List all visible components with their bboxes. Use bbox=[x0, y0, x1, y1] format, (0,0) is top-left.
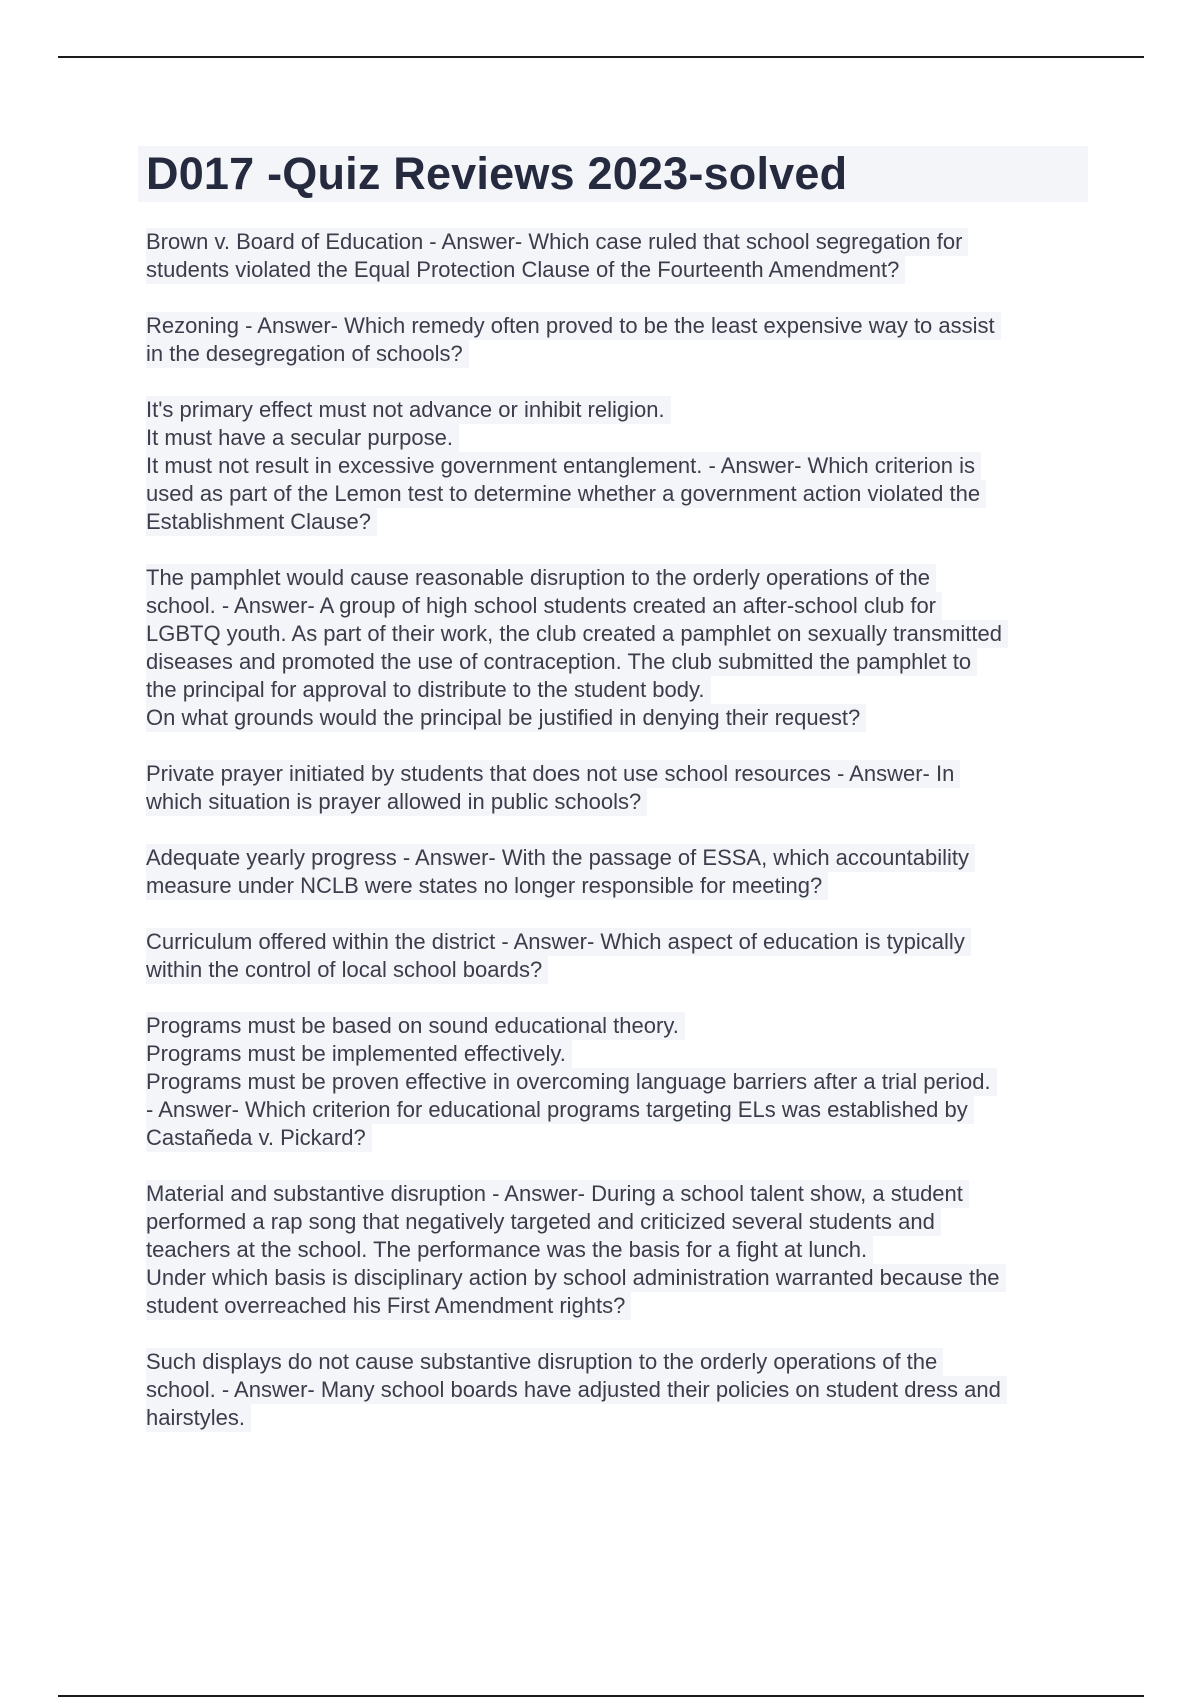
qa-text-line: Programs must be implemented effectively. bbox=[146, 1040, 572, 1068]
qa-entry bbox=[146, 564, 1096, 732]
qa-line-row bbox=[146, 480, 1096, 508]
qa-text-line: the principal for approval to distribute to the student body. bbox=[146, 676, 711, 704]
qa-text-line: On what grounds would the principal be justified in denying their request? bbox=[146, 704, 866, 732]
qa-text-line: measure under NCLB were states no longer responsible for meeting? bbox=[146, 872, 828, 900]
header-rule bbox=[58, 56, 1144, 58]
qa-text-line: Programs must be proven effective in overcoming language barriers after a trial period. bbox=[146, 1068, 997, 1096]
qa-text-line: diseases and promoted the use of contraception. The club submitted the pamphlet to bbox=[146, 648, 977, 676]
qa-entry bbox=[146, 928, 1096, 984]
qa-line-row bbox=[146, 340, 1096, 368]
qa-line-row bbox=[146, 704, 1096, 732]
qa-line-row bbox=[146, 256, 1096, 284]
qa-text-line: school. - Answer- A group of high school students created an after-school club for bbox=[146, 592, 942, 620]
qa-text-line: Material and substantive disruption - Answer- During a school talent show, a student bbox=[146, 1180, 969, 1208]
qa-text-line: Curriculum offered within the district - Answer- Which aspect of education is typically bbox=[146, 928, 971, 956]
qa-line-row bbox=[146, 1096, 1096, 1124]
qa-text-line: students violated the Equal Protection Clause of the Fourteenth Amendment? bbox=[146, 256, 905, 284]
qa-line-row bbox=[146, 1124, 1096, 1152]
qa-line-row bbox=[146, 424, 1096, 452]
qa-line-row bbox=[146, 1012, 1096, 1040]
qa-text-line: Private prayer initiated by students that does not use school resources - Answer- In bbox=[146, 760, 960, 788]
qa-line-row bbox=[146, 872, 1096, 900]
qa-line-row bbox=[146, 620, 1096, 648]
qa-line-row bbox=[146, 592, 1096, 620]
footer-rule bbox=[58, 1695, 1144, 1697]
qa-text-line: Programs must be based on sound educational theory. bbox=[146, 1012, 685, 1040]
qa-text-line: within the control of local school boards? bbox=[146, 956, 548, 984]
qa-text-line: student overreached his First Amendment rights? bbox=[146, 1292, 631, 1320]
qa-line-row bbox=[146, 1236, 1096, 1264]
qa-text-line: hairstyles. bbox=[146, 1404, 251, 1432]
quiz-content bbox=[146, 228, 1096, 1460]
qa-line-row bbox=[146, 788, 1096, 816]
qa-text-line: teachers at the school. The performance was the basis for a fight at lunch. bbox=[146, 1236, 873, 1264]
qa-entry bbox=[146, 312, 1096, 368]
qa-line-row bbox=[146, 1040, 1096, 1068]
qa-line-row bbox=[146, 1264, 1096, 1292]
qa-text-line: Rezoning - Answer- Which remedy often proved to be the least expensive way to assist bbox=[146, 312, 1001, 340]
qa-line-row bbox=[146, 312, 1096, 340]
qa-entry bbox=[146, 1180, 1096, 1320]
qa-line-row bbox=[146, 956, 1096, 984]
qa-line-row bbox=[146, 1208, 1096, 1236]
qa-line-row bbox=[146, 1292, 1096, 1320]
qa-line-row bbox=[146, 396, 1096, 424]
qa-line-row bbox=[146, 1348, 1096, 1376]
qa-text-line: Adequate yearly progress - Answer- With the passage of ESSA, which accountability bbox=[146, 844, 975, 872]
qa-entry bbox=[146, 1348, 1096, 1432]
qa-text-line: which situation is prayer allowed in public schools? bbox=[146, 788, 647, 816]
qa-text-line: It must have a secular purpose. bbox=[146, 424, 459, 452]
qa-line-row bbox=[146, 844, 1096, 872]
qa-text-line: Under which basis is disciplinary action by school administration warranted because the bbox=[146, 1264, 1006, 1292]
qa-line-row bbox=[146, 228, 1096, 256]
qa-text-line: used as part of the Lemon test to determine whether a government action violated the bbox=[146, 480, 986, 508]
qa-line-row bbox=[146, 1404, 1096, 1432]
qa-line-row bbox=[146, 452, 1096, 480]
qa-text-line: It must not result in excessive government entanglement. - Answer- Which criterion is bbox=[146, 452, 981, 480]
qa-entry bbox=[146, 844, 1096, 900]
qa-entry bbox=[146, 760, 1096, 816]
document-title: D017 -Quiz Reviews 2023-solved bbox=[146, 148, 848, 199]
qa-text-line: Such displays do not cause substantive disruption to the orderly operations of the bbox=[146, 1348, 943, 1376]
qa-line-row bbox=[146, 928, 1096, 956]
qa-line-row bbox=[146, 760, 1096, 788]
qa-text-line: Brown v. Board of Education - Answer- Which case ruled that school segregation for bbox=[146, 228, 968, 256]
qa-line-row bbox=[146, 1180, 1096, 1208]
qa-entry bbox=[146, 396, 1096, 536]
qa-text-line: The pamphlet would cause reasonable disruption to the orderly operations of the bbox=[146, 564, 936, 592]
qa-text-line: - Answer- Which criterion for educational programs targeting ELs was established by bbox=[146, 1096, 974, 1124]
qa-line-row bbox=[146, 564, 1096, 592]
qa-text-line: Castañeda v. Pickard? bbox=[146, 1124, 372, 1152]
qa-text-line: in the desegregation of schools? bbox=[146, 340, 469, 368]
qa-text-line: LGBTQ youth. As part of their work, the club created a pamphlet on sexually transmitted bbox=[146, 620, 1008, 648]
qa-line-row bbox=[146, 648, 1096, 676]
qa-line-row bbox=[146, 508, 1096, 536]
qa-text-line: Establishment Clause? bbox=[146, 508, 377, 536]
qa-line-row bbox=[146, 676, 1096, 704]
qa-entry bbox=[146, 1012, 1096, 1152]
qa-line-row bbox=[146, 1068, 1096, 1096]
qa-line-row bbox=[146, 1376, 1096, 1404]
qa-entry bbox=[146, 228, 1096, 284]
qa-text-line: performed a rap song that negatively targeted and criticized several students and bbox=[146, 1208, 941, 1236]
qa-text-line: school. - Answer- Many school boards have adjusted their policies on student dress and bbox=[146, 1376, 1007, 1404]
qa-text-line: It's primary effect must not advance or inhibit religion. bbox=[146, 396, 671, 424]
